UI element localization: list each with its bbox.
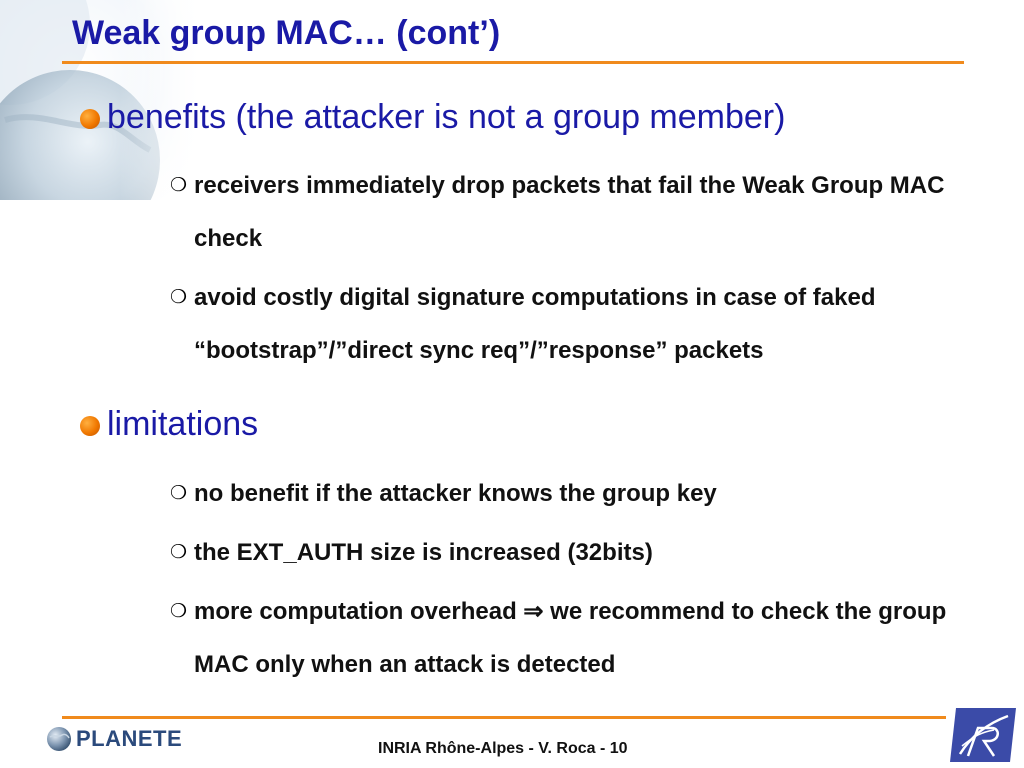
hollow-circle-icon: ❍ — [170, 174, 188, 196]
hollow-circle-icon: ❍ — [170, 541, 188, 563]
hollow-circle-icon: ❍ — [170, 600, 188, 622]
subitem-text: receivers immediately drop packets that fail the Weak Group MAC check — [194, 172, 945, 252]
bullet-limitations — [80, 404, 258, 444]
bullet-text: limitations — [107, 405, 259, 443]
logo-text: PLANETE — [76, 726, 183, 751]
inria-logo-icon — [948, 706, 1018, 764]
slide-title: Weak group MAC… (cont’) — [72, 14, 501, 52]
hollow-circle-icon: ❍ — [170, 482, 188, 504]
subitem-text: more computation overhead ⇒ we recommend to check the group MAC only when an attack is detected — [194, 598, 947, 678]
subitem-limitation-1 — [170, 480, 970, 520]
subitem-text: the EXT_AUTH size is increased (32bits) — [194, 539, 653, 566]
subitem-text: avoid costly digital signature computations in case of faked “bootstrap”/”direct sync req”/”response” packets — [194, 284, 876, 364]
bullet-benefits — [80, 97, 785, 137]
bullet-text: benefits (the attacker is not a group member) — [107, 98, 786, 136]
planete-logo — [46, 726, 182, 752]
globe-icon — [46, 726, 72, 752]
orange-dot-icon — [80, 416, 100, 436]
footer-text: INRIA Rhône-Alpes - V. Roca - 10 — [378, 740, 628, 757]
subitem-benefit-2 — [170, 284, 970, 377]
orange-dot-icon — [80, 109, 100, 129]
title-divider — [62, 61, 964, 64]
subitem-limitation-3 — [170, 598, 970, 691]
subitem-benefit-1 — [170, 172, 970, 265]
subitem-text: no benefit if the attacker knows the group key — [194, 480, 717, 507]
hollow-circle-icon: ❍ — [170, 286, 188, 308]
subitem-limitation-2 — [170, 539, 970, 579]
footer-divider — [62, 716, 946, 719]
